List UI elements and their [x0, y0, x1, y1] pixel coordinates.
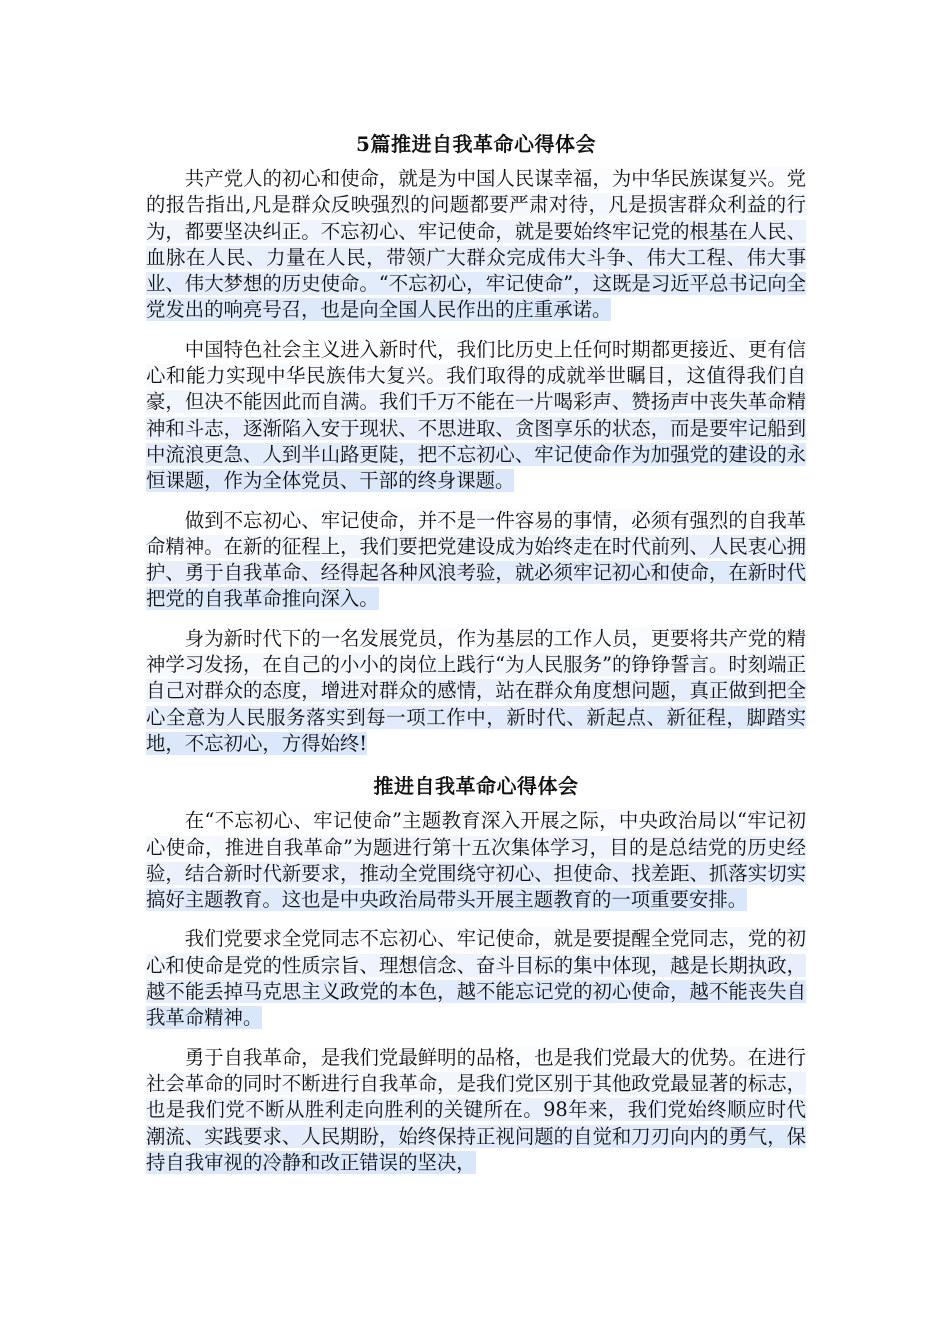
paragraph — [146, 166, 806, 324]
paragraph-text: 做到不忘初心、牢记使命，并不是一件容易的事情，必须有强烈的自我革命精神。在新的征程上，我们要把党建设成为始终走在时代前列、人民衷心拥护、勇于自我革命、经得起各种风浪考验，就必须牢记初心和使命，在新时代把党的自我革命推向深入。 — [146, 508, 806, 611]
paragraph — [146, 626, 806, 757]
paragraph — [146, 508, 806, 613]
paragraph-text: 中国特色社会主义进入新时代，我们比历史上任何时期都更接近、更有信心和能力实现中华民族伟大复兴。我们取得的成就举世瞩目，这值得我们自豪，但决不能因此而自满。我们千万不能在一片喝彩声、赞扬声中丧失革命精神和斗志，逐渐陷入安于现状、不思进取、贪图享乐的状态，而是要牢记船到中流浪更急、人到半山路更陡，把不忘初心、牢记使命作为加强党的建设的永恒课题，作为全体党员、干部的终身课题。 — [146, 337, 806, 493]
paragraph-text: 我们党要求全党同志不忘初心、牢记使命，就是要提醒全党同志，党的初心和使命是党的性质宗旨、理想信念、奋斗目标的集中体现，越是长期执政，越不能丢掉马克思主义政党的本色，越不能忘记党的初心使命，越不能丧失自我革命精神。 — [146, 927, 806, 1030]
section-heading: 推进自我革命心得体会 — [373, 774, 579, 799]
paragraph — [146, 808, 806, 913]
paragraph — [146, 337, 806, 495]
document-body — [146, 128, 806, 1189]
paragraph-text: 勇于自我革命，是我们党最鲜明的品格，也是我们党最大的优势。在进行社会革命的同时不断进行自我革命，是我们党区别于其他政党最显著的标志，也是我们党不断从胜利走向胜利的关键所在。98年来，我们党始终顺应时代潮流、实践要求、人民期盼，始终保持正视问题的自觉和刀刃向内的勇气，保持自我审视的冷静和改正错误的坚决， — [146, 1045, 806, 1174]
paragraph — [146, 1045, 806, 1176]
paragraph-text: 在“不忘初心、牢记使命”主题教育深入开展之际，中央政治局以“牢记初心使命，推进自我革命”为题进行第十五次集体学习，目的是总结党的历史经验，结合新时代新要求，推动全党围绕守初心、担使命、找差距、抓落实切实搞好主题教育。这也是中央政治局带头开展主题教育的一项重要安排。 — [146, 809, 806, 912]
document-title: 5篇推进自我革命心得体会 — [356, 132, 596, 156]
paragraph-text: 身为新时代下的一名发展党员，作为基层的工作人员，更要将共产党的精神学习发扬，在自己的小小的岗位上践行“为人民服务”的铮铮誓言。时刻端正自己对群众的态度，增进对群众的感情，站在群众角度想问题，真正做到把全心全意为人民服务落实到每一项工作中，新时代、新起点、新征程，脚踏实地，不忘初心，方得始终! — [146, 626, 806, 755]
paragraph-text: 共产党人的初心和使命，就是为中国人民谋幸福，为中华民族谋复兴。党的报告指出,凡是群众反映强烈的问题都要严肃对待，凡是损害群众利益的行为，都要坚决纠正。不忘初心、牢记使命，就是要始终牢记党的根基在人民、血脉在人民、力量在人民，带领广大群众完成伟大斗争、伟大工程、伟大事业、伟大梦想的历史使命。“不忘初心，牢记使命”，这既是习近平总书记向全党发出的响亮号召，也是向全国人民作出的庄重承诺。 — [146, 167, 806, 322]
paragraph — [146, 926, 806, 1031]
